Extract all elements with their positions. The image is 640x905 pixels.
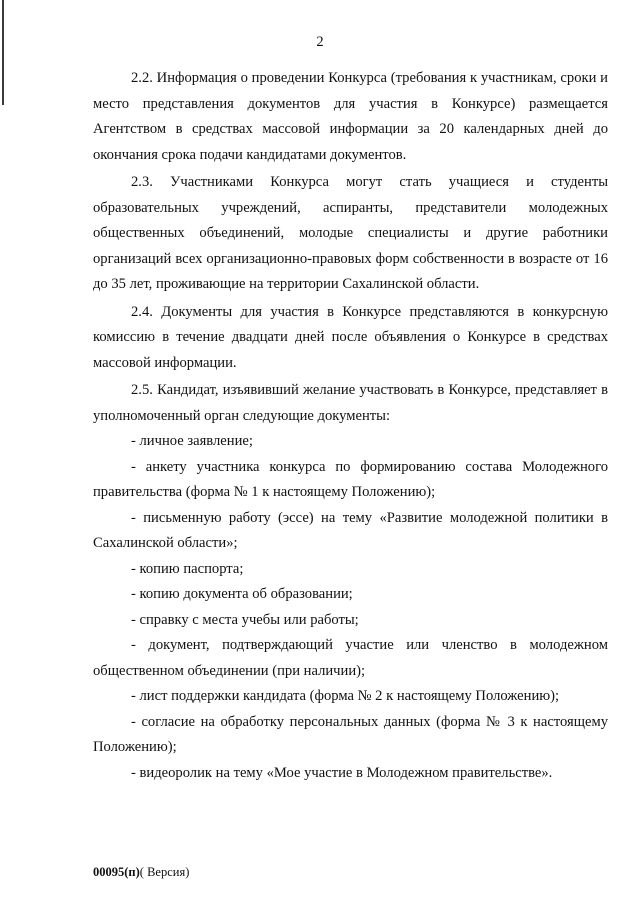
document-body xyxy=(93,66,608,786)
document-footer xyxy=(93,865,189,880)
scan-edge-mark xyxy=(2,0,4,105)
document-code: 00095(п) xyxy=(93,865,140,879)
list-item: - копию паспорта; xyxy=(131,560,244,577)
paragraph-2-5: 2.5. Кандидат, изъявивший желание участвовать в Конкурсе, представляет в уполномоченный орган следующие документы: xyxy=(93,382,608,424)
list-item: - анкету участника конкурса по формированию состава Молодежного правительства (форма № 1 к настоящему Положению); xyxy=(93,458,608,500)
paragraph-2-4: 2.4. Документы для участия в Конкурсе представляются в конкурсную комиссию в течение двадцати дней после объявления о Конкурсе в средствах массовой информации. xyxy=(93,303,608,371)
paragraph-2-2: 2.2. Информация о проведении Конкурса (требования к участникам, сроки и место представления документов для участия в Конкурсе) размещается Агентством в средствах массовой информации за 20 календарных дней до окончания срока подачи кандидатами документов. xyxy=(93,70,608,163)
list-item: - письменную работу (эссе) на тему «Развитие молодежной политики в Сахалинской области»; xyxy=(93,509,608,551)
list-item: - копию документа об образовании; xyxy=(131,586,353,602)
list-item: - личное заявление; xyxy=(131,433,253,449)
page-number: 2 xyxy=(316,34,324,50)
list-item: - лист поддержки кандидата (форма № 2 к настоящему Положению); xyxy=(131,688,560,704)
document-version: ( Версия) xyxy=(139,865,190,879)
paragraph-2-3: 2.3. Участниками Конкурса могут стать учащиеся и студенты образовательных учреждений, аспиранты, представители молодежных общественных объединений, молодые специалисты и другие работники организаций всех организационно-правовых форм собственности в возрасте от 16 до 35 лет, проживающие на территории Сахалинской области. xyxy=(93,174,608,292)
list-item: - видеоролик на тему «Мое участие в Молодежном правительстве». xyxy=(131,764,553,781)
list-item: - документ, подтверждающий участие или членство в молодежном общественном объединении (при наличии); xyxy=(93,637,608,679)
list-item: - согласие на обработку персональных данных (форма № 3 к настоящему Положению); xyxy=(93,713,608,755)
list-item: - справку с места учебы или работы; xyxy=(131,611,359,628)
